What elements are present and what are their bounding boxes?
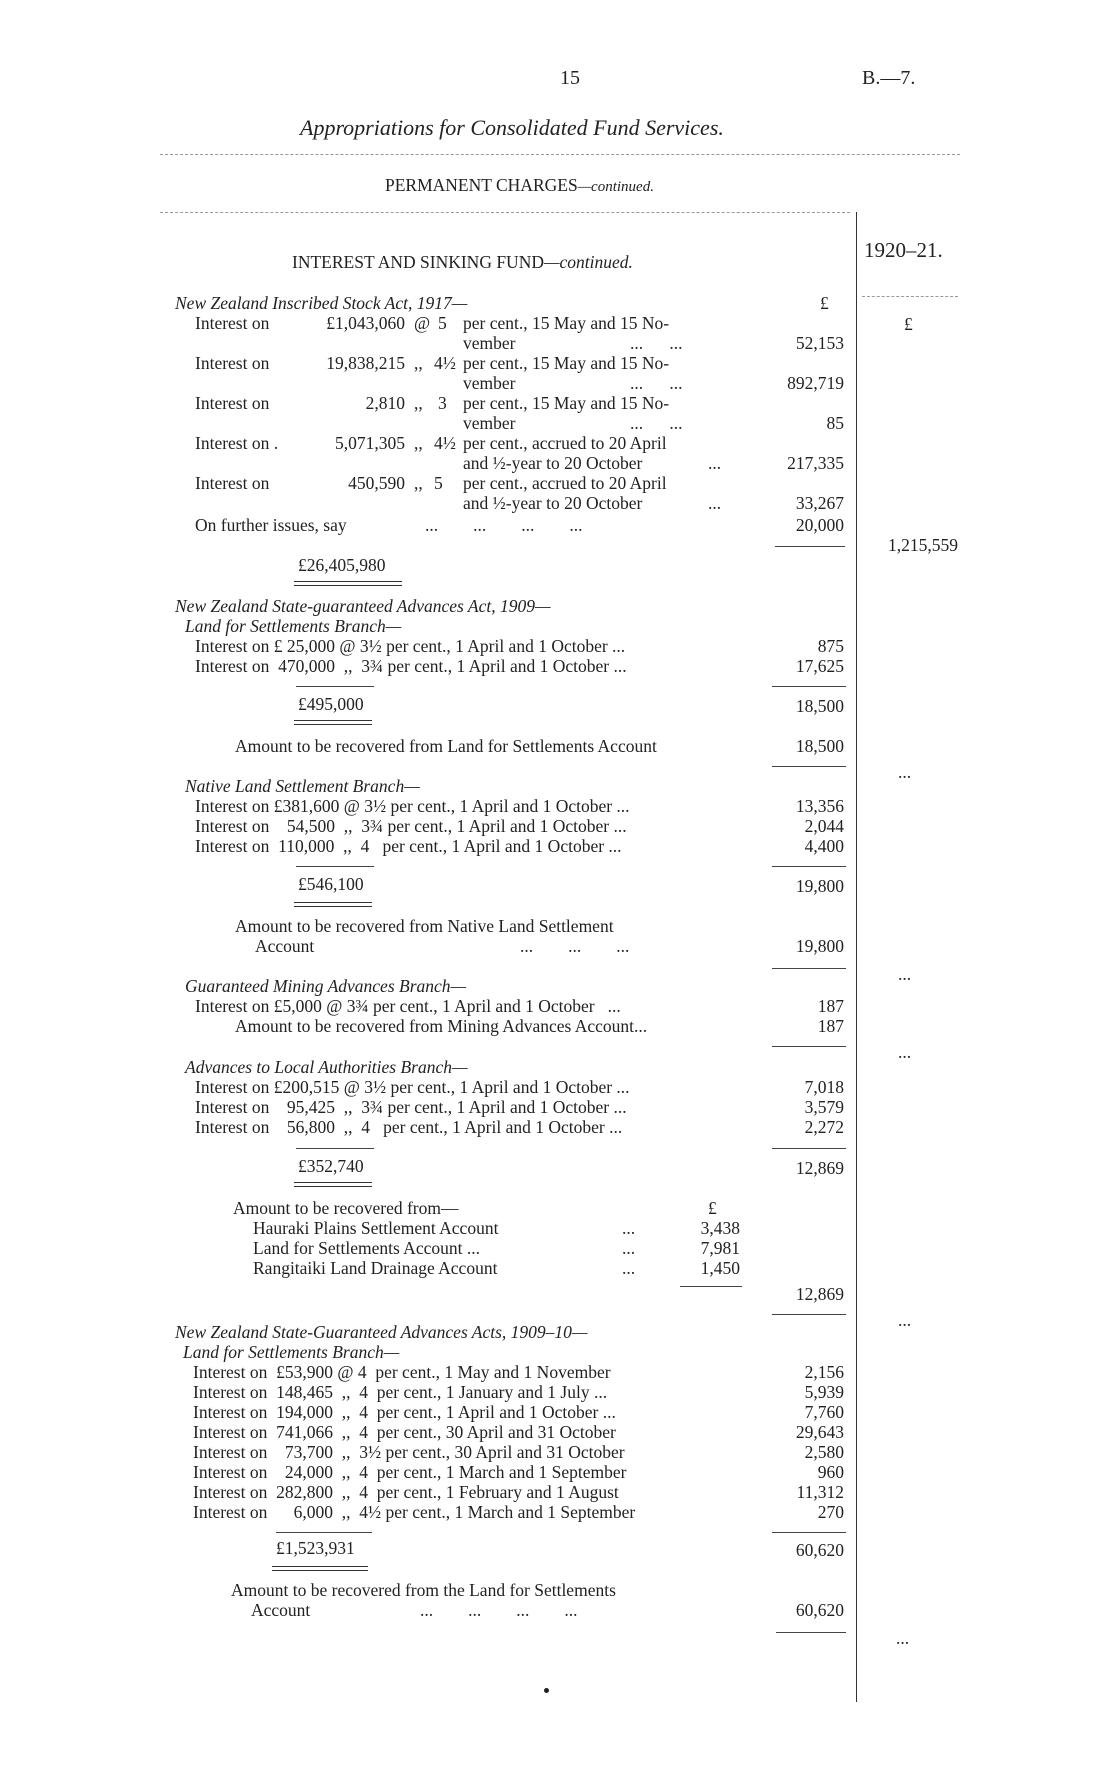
s1-line-desc: per cent., 15 May and 15 No-: [463, 393, 670, 413]
s3-recovered-text-2: Account: [255, 936, 315, 956]
s4-year: ...: [898, 1042, 912, 1062]
s3-line: Interest on 110,000 ,, 4 per cent., 1 April and 1 October ...: [195, 836, 622, 856]
s2-total-double-rule: [294, 720, 372, 725]
s1-line-dots: ... ...: [630, 373, 683, 393]
s4-subheading: Guaranteed Mining Advances Branch—: [185, 976, 467, 996]
s1-line-principal: 5,071,305: [335, 433, 405, 453]
s5-line-amount: 3,579: [804, 1097, 844, 1117]
s1-line-label: Interest on: [195, 353, 270, 373]
section-title-continued: —continued.: [577, 179, 654, 195]
s6-recovered-rule: [776, 1632, 846, 1633]
s6-line-amount: 5,939: [804, 1382, 844, 1402]
s5-account-name: Hauraki Plains Settlement Account: [253, 1218, 499, 1238]
s2-heading: New Zealand State-guaranteed Advances Act, 1909—: [175, 596, 551, 616]
s3-recovered-text-1: Amount to be recovered from Native Land Settlement: [235, 916, 614, 936]
s1-line-desc: per cent., accrued to 20 April: [463, 433, 667, 453]
s1-line-label: Interest on: [195, 313, 270, 333]
s3-principal-rule: [296, 866, 374, 867]
s1-line-desc: and ½-year to 20 October: [463, 453, 643, 473]
s6-line-amount: 7,760: [804, 1402, 844, 1422]
s5-total-double-rule: [294, 1182, 372, 1187]
section-title: [385, 175, 654, 197]
s5-account-amount: 3,438: [700, 1218, 740, 1238]
s6-recovered: 60,620: [795, 1600, 844, 1620]
s6-line: Interest on 194,000 ,, 4 per cent., 1 April and 1 October ...: [193, 1402, 616, 1422]
year-header-rule: [862, 296, 958, 297]
s1-line-label: Interest on .: [195, 433, 279, 453]
s5-line-amount: 2,272: [804, 1117, 844, 1137]
s3-line-amount: 4,400: [804, 836, 844, 856]
s5-line: Interest on £200,515 @ 3½ per cent., 1 April and 1 October ...: [195, 1077, 630, 1097]
s6-line: Interest on 282,800 ,, 4 per cent., 1 February and 1 August: [193, 1482, 619, 1502]
interest-sinking-heading-continued: —continued.: [543, 252, 633, 272]
s1-line-amount: 52,153: [795, 333, 844, 353]
s3-line: Interest on £381,600 @ 3½ per cent., 1 April and 1 October ...: [195, 796, 630, 816]
year-currency: £: [904, 314, 913, 334]
s1-line-desc: vember: [463, 413, 516, 433]
s5-line: Interest on 56,800 ,, 4 per cent., 1 April and 1 October ...: [195, 1117, 623, 1137]
s2-subheading: Land for Settlements Branch—: [185, 616, 402, 636]
s4-line-amount: 187: [817, 996, 844, 1016]
s2-recovered: 18,500: [795, 736, 844, 756]
page-title: Appropriations for Consolidated Fund Services.: [300, 115, 724, 140]
s6-line-amount: 270: [817, 1502, 844, 1522]
s1-line-desc: vember: [463, 333, 516, 353]
s1-line-amount: 85: [826, 413, 844, 433]
s2-recovered-text: Amount to be recovered from Land for Settlements Account: [235, 736, 657, 756]
year-column-header: 1920–21.: [864, 238, 943, 262]
s6-line-amount: 2,580: [804, 1442, 844, 1462]
s1-further-label: On further issues, say: [195, 515, 347, 535]
s6-total: 60,620: [795, 1540, 844, 1560]
s5-subheading: Advances to Local Authorities Branch—: [185, 1057, 468, 1077]
s2-line: Interest on £ 25,000 @ 3½ per cent., 1 April and 1 October ...: [195, 636, 626, 656]
s5-account-dots: ...: [622, 1218, 636, 1238]
s3-recovered-dots: ... ... ...: [520, 936, 630, 956]
s1-line-mark: ,,: [414, 473, 423, 493]
s5-year: ...: [898, 1310, 912, 1330]
s6-line-amount: 11,312: [796, 1482, 844, 1502]
s5-total-principal: £352,740: [298, 1156, 364, 1176]
s6-total-double-rule: [272, 1566, 368, 1571]
s1-line-principal: 450,590: [348, 473, 405, 493]
s2-line-amount: 17,625: [795, 656, 844, 676]
s1-further-dots: ... ... ... ...: [425, 515, 583, 535]
s1-line-dots: ... ...: [630, 413, 683, 433]
s5-account-dots: ...: [622, 1258, 636, 1278]
s6-total-principal: £1,523,931: [276, 1538, 355, 1558]
s5-recovered: 12,869: [795, 1284, 844, 1304]
s6-line: Interest on 741,066 ,, 4 per cent., 30 April and 31 October: [193, 1422, 616, 1442]
s5-account-name: Land for Settlements Account ...: [253, 1238, 480, 1258]
document-reference: B.—7.: [862, 67, 916, 89]
s6-line-amount: 960: [817, 1462, 844, 1482]
s1-further-amount: 20,000: [795, 515, 844, 535]
s5-line-amount: 7,018: [804, 1077, 844, 1097]
s6-line-amount: 29,643: [795, 1422, 844, 1442]
s1-line-desc: per cent., 15 May and 15 No-: [463, 313, 670, 333]
s3-line: Interest on 54,500 ,, 3¾ per cent., 1 April and 1 October ...: [195, 816, 627, 836]
s5-principal-rule: [296, 1148, 374, 1149]
s1-line-desc: per cent., 15 May and 15 No-: [463, 353, 670, 373]
page-number: 15: [560, 67, 580, 89]
s5-account-dots: ...: [622, 1238, 636, 1258]
s1-line-rate: 4½: [434, 433, 456, 453]
s1-line-mark: ,,: [414, 393, 423, 413]
s2-line-amount: 875: [817, 636, 844, 656]
s2-total-principal: £495,000: [298, 694, 364, 714]
s2-recovered-rule: [772, 766, 846, 767]
s5-recovered-rule: [772, 1314, 846, 1315]
s6-line: Interest on 73,700 ,, 3½ per cent., 30 April and 31 October: [193, 1442, 625, 1462]
s6-amount-rule: [772, 1532, 846, 1533]
s6-line: Interest on 148,465 ,, 4 per cent., 1 January and 1 July ...: [193, 1382, 608, 1402]
s4-recovered: 187: [817, 1016, 844, 1036]
section-title-main: PERMANENT CHARGES: [385, 175, 578, 195]
s1-line-dots: ... ...: [630, 333, 683, 353]
s6-heading: New Zealand State-Guaranteed Advances Acts, 1909–10—: [175, 1322, 588, 1342]
s1-line-dots: ...: [708, 493, 722, 513]
s3-line-amount: 13,356: [795, 796, 844, 816]
s5-account-amount: 1,450: [700, 1258, 740, 1278]
s1-line-dots: ...: [708, 453, 722, 473]
s2-year: ...: [898, 762, 912, 782]
s1-line-label: Interest on: [195, 473, 270, 493]
s5-total: 12,869: [795, 1158, 844, 1178]
s1-line-mark: ,,: [414, 353, 423, 373]
amount-currency: £: [820, 293, 829, 313]
interest-sinking-heading-main: INTEREST AND SINKING FUND: [292, 252, 544, 272]
interest-sinking-heading: [292, 252, 633, 272]
s3-total: 19,800: [795, 876, 844, 896]
s3-recovered-rule: [772, 968, 846, 969]
s1-line-label: Interest on: [195, 393, 270, 413]
s2-line: Interest on 470,000 ,, 3¾ per cent., 1 April and 1 October ...: [195, 656, 627, 676]
s1-line-rate: 5: [438, 313, 447, 333]
s1-line-desc: vember: [463, 373, 516, 393]
s1-year-total: 1,215,559: [888, 535, 958, 555]
header-rule: [160, 154, 960, 155]
s5-recovered-intro: Amount to be recovered from—: [233, 1198, 459, 1218]
s1-line-principal: 19,838,215: [326, 353, 405, 373]
s1-line-principal: £1,043,060: [326, 313, 405, 333]
s6-line: Interest on 6,000 ,, 4½ per cent., 1 March and 1 September: [193, 1502, 636, 1522]
s1-line-amount: 892,719: [787, 373, 844, 393]
s1-heading: New Zealand Inscribed Stock Act, 1917—: [175, 293, 468, 313]
s1-line-rate: 5: [434, 473, 443, 493]
s4-recovered-text: Amount to be recovered from Mining Advances Account...: [235, 1016, 648, 1036]
s2-principal-rule: [296, 686, 374, 687]
s3-recovered: 19,800: [795, 936, 844, 956]
year-column-divider: [856, 212, 857, 1702]
s2-total: 18,500: [795, 696, 844, 716]
s5-accounts-rule: [680, 1286, 742, 1287]
s1-line-desc: per cent., accrued to 20 April: [463, 473, 667, 493]
s1-line-desc: and ½-year to 20 October: [463, 493, 643, 513]
subheader-rule: [160, 212, 850, 213]
s5-amount-rule: [772, 1148, 846, 1149]
s4-line: Interest on £5,000 @ 3¾ per cent., 1 April and 1 October ...: [195, 996, 621, 1016]
s3-amount-rule: [772, 866, 846, 867]
s3-year: ...: [898, 964, 912, 984]
s4-recovered-rule: [772, 1046, 846, 1047]
s6-recovered-text-1: Amount to be recovered from the Land for Settlements: [231, 1580, 616, 1600]
s3-total-principal: £546,100: [298, 874, 364, 894]
s6-principal-rule: [276, 1532, 372, 1533]
s5-inner-currency: £: [708, 1198, 717, 1218]
s1-line-amount: 217,335: [787, 453, 844, 473]
s2-amount-rule: [772, 686, 846, 687]
s1-line-rate: 3: [438, 393, 447, 413]
s3-subheading: Native Land Settlement Branch—: [185, 776, 420, 796]
s5-account-amount: 7,981: [700, 1238, 740, 1258]
s6-recovered-dots: ... ... ... ...: [420, 1600, 578, 1620]
s1-line-principal: 2,810: [365, 393, 405, 413]
s5-line: Interest on 95,425 ,, 3¾ per cent., 1 April and 1 October ...: [195, 1097, 627, 1117]
s1-line-mark: @: [414, 313, 431, 333]
s6-line: Interest on £53,900 @ 4 per cent., 1 May and 1 November: [193, 1362, 611, 1382]
s3-total-double-rule: [294, 902, 372, 907]
s1-total-double-rule: [294, 581, 402, 586]
s1-total-rule: [775, 546, 845, 547]
s6-line: Interest on 24,000 ,, 4 per cent., 1 March and 1 September: [193, 1462, 627, 1482]
s6-year: ...: [896, 1628, 910, 1648]
s5-account-name: Rangitaiki Land Drainage Account: [253, 1258, 498, 1278]
s6-line-amount: 2,156: [804, 1362, 844, 1382]
s1-line-mark: ,,: [414, 433, 423, 453]
s1-total-principal: £26,405,980: [298, 555, 386, 575]
s6-recovered-text-2: Account: [251, 1600, 311, 1620]
s1-line-rate: 4½: [434, 353, 456, 373]
s3-line-amount: 2,044: [804, 816, 844, 836]
s6-subheading: Land for Settlements Branch—: [183, 1342, 400, 1362]
page-dot: [544, 1688, 549, 1693]
s1-line-amount: 33,267: [795, 493, 844, 513]
